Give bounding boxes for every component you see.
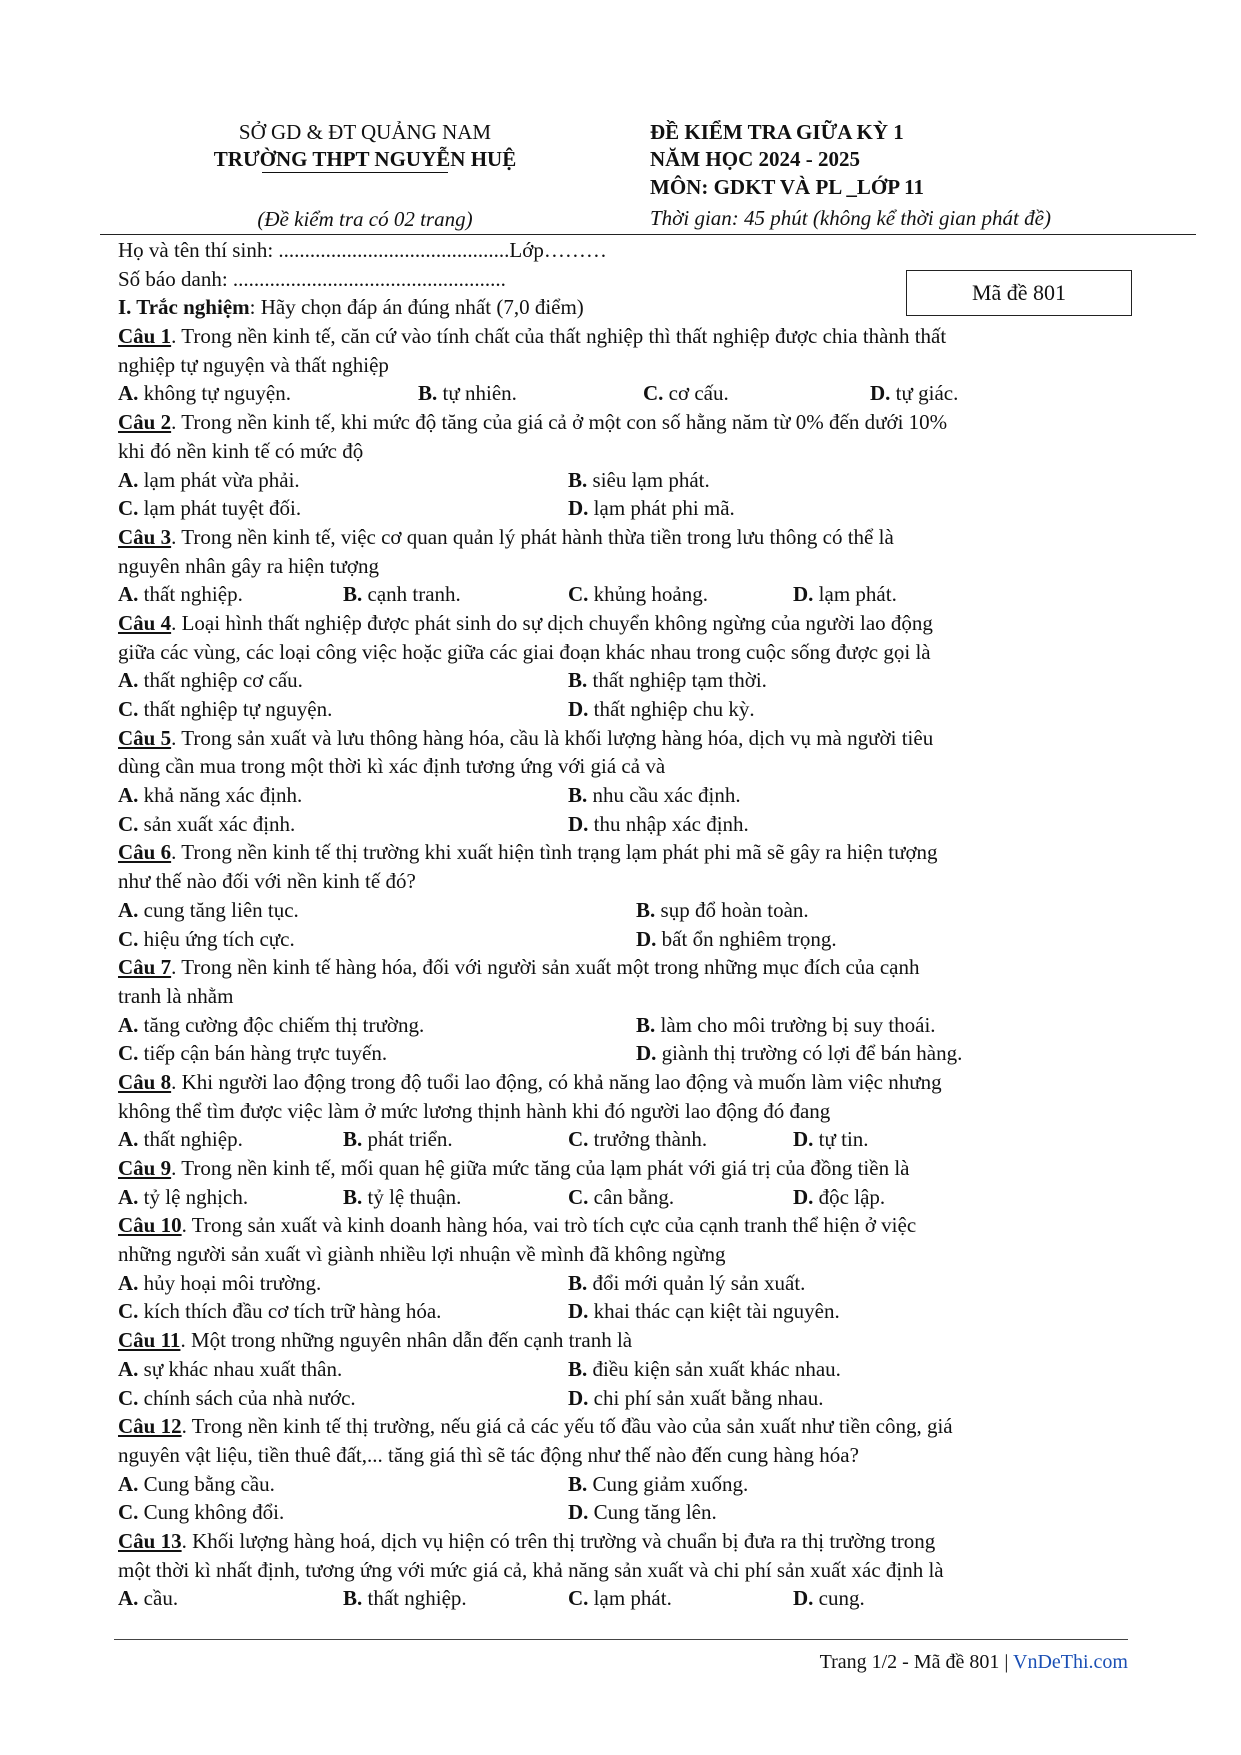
option-text: đổi mới quản lý sản xuất.	[587, 1270, 806, 1295]
option-letter: B.	[568, 1471, 588, 1496]
option-row	[118, 466, 1128, 495]
option-text: điều kiện sản xuất khác nhau.	[587, 1356, 841, 1381]
option-letter: B.	[418, 381, 438, 406]
question-text: những người sản xuất vì giành nhiều lợi nhuận về mình đã không ngừng	[118, 1242, 726, 1267]
answer-option	[118, 1183, 248, 1212]
question-line	[118, 638, 1128, 667]
option-letter: D.	[636, 1041, 657, 1066]
answer-option	[636, 1011, 936, 1040]
option-letter: B.	[343, 1127, 363, 1152]
header-divider	[100, 234, 1196, 235]
option-text: chính sách của nhà nước.	[138, 1385, 356, 1410]
option-row	[118, 666, 1128, 695]
question-line	[118, 982, 1128, 1011]
option-row	[118, 1125, 1128, 1154]
option-letter: A.	[118, 668, 139, 693]
option-letter: C.	[568, 1127, 589, 1152]
question-text: không thể tìm được việc làm ở mức lương thịnh hành khi đó người lao động đó đang	[118, 1098, 831, 1123]
option-text: tiếp cận bán hàng trực tuyến.	[138, 1041, 388, 1066]
option-letter: B.	[568, 668, 588, 693]
question-line	[118, 1240, 1128, 1269]
question-line	[118, 752, 1128, 781]
question-label: Câu 9	[118, 1156, 172, 1180]
answer-option	[870, 379, 958, 408]
question-label: Câu 1	[118, 324, 172, 349]
question-label: Câu 6	[118, 840, 172, 865]
option-letter: B.	[343, 582, 363, 607]
answer-option	[118, 1011, 424, 1040]
question-text: nghiệp tự nguyện và thất nghiệp	[118, 352, 389, 377]
question-line	[118, 552, 1128, 581]
option-row	[118, 1384, 1128, 1413]
question-line	[118, 1211, 1128, 1240]
option-letter: C.	[568, 582, 589, 607]
option-text: thất nghiệp cơ cấu.	[138, 668, 303, 693]
option-text: sụp đổ hoàn toàn.	[655, 897, 809, 922]
question-text: tranh là nhằm	[118, 983, 234, 1008]
option-letter: D.	[568, 1385, 589, 1410]
option-row	[118, 1297, 1128, 1326]
question-line	[118, 838, 1128, 867]
question-text: . Một trong những nguyên nhân dẫn đến cạnh tranh là	[180, 1328, 633, 1353]
option-letter: D.	[793, 1184, 814, 1209]
option-text: độc lập.	[813, 1184, 886, 1209]
option-letter: A.	[118, 1586, 139, 1611]
answer-option	[568, 666, 767, 695]
option-text: thất nghiệp.	[138, 582, 243, 607]
student-name-line: Họ và tên thí sinh: ............................................Lớp………	[118, 238, 607, 262]
option-text: khả năng xác định.	[138, 783, 303, 808]
option-letter: C.	[118, 1299, 139, 1324]
answer-option	[568, 695, 755, 724]
answer-option	[568, 810, 749, 839]
option-text: kích thích đầu cơ tích trữ hàng hóa.	[138, 1299, 442, 1324]
option-text: thất nghiệp tạm thời.	[587, 668, 767, 693]
option-text: thất nghiệp.	[362, 1586, 467, 1611]
option-letter: C.	[118, 926, 139, 951]
option-text: Cung tăng lên.	[588, 1500, 717, 1525]
option-letter: A.	[118, 381, 139, 406]
option-letter: C.	[118, 1500, 139, 1525]
answer-option	[568, 1498, 717, 1527]
question-label: Câu 12	[118, 1414, 182, 1439]
page-count-note: (Đề kiểm tra có 02 trang)	[257, 207, 473, 231]
answer-option	[568, 1355, 841, 1384]
option-text: thất nghiệp tự nguyện.	[138, 697, 333, 721]
question-line	[118, 523, 1128, 552]
page-footer	[820, 1651, 1128, 1674]
answer-option	[118, 1584, 178, 1613]
option-letter: C.	[568, 1184, 589, 1209]
footer-link[interactable]: VnDeThi.com	[1013, 1651, 1128, 1673]
question-label: Câu 5	[118, 725, 172, 750]
question-line	[118, 1412, 1128, 1441]
question-text: . Trong nền kinh tế hàng hóa, đối với người sản xuất một trong những mục đích của cạnh	[171, 955, 920, 980]
question-line	[118, 1527, 1128, 1556]
answer-option	[118, 379, 291, 408]
option-text: Cung bằng cầu.	[138, 1471, 275, 1496]
option-letter: D.	[870, 381, 891, 406]
answer-option	[636, 896, 809, 925]
option-row	[118, 896, 1128, 925]
option-text: bất ổn nghiêm trọng.	[656, 926, 837, 951]
option-row	[118, 695, 1128, 724]
answer-option	[568, 1269, 805, 1298]
option-text: cân bằng.	[588, 1184, 675, 1209]
option-letter: A.	[118, 1012, 139, 1037]
question-line	[118, 609, 1128, 638]
option-text: lạm phát tuyệt đối.	[138, 496, 302, 521]
answer-option	[568, 1384, 823, 1413]
option-text: lạm phát phi mã.	[588, 496, 735, 521]
option-text: cơ cấu.	[663, 381, 729, 406]
option-text: cung.	[813, 1586, 865, 1611]
option-text: tỷ lệ thuận.	[362, 1184, 462, 1209]
option-text: làm cho môi trường bị suy thoái.	[655, 1012, 936, 1037]
question-text: . Trong sản xuất và lưu thông hàng hóa, cầu là khối lượng hàng hóa, dịch vụ mà người tiêu	[171, 725, 934, 750]
option-row	[118, 379, 1128, 408]
option-row	[118, 1355, 1128, 1384]
answer-option	[118, 666, 303, 695]
option-letter: A.	[118, 582, 139, 607]
answer-option	[343, 580, 461, 609]
question-label: Câu 2	[118, 410, 172, 435]
option-text: lạm phát vừa phải.	[138, 467, 300, 492]
answer-option	[568, 1584, 672, 1613]
option-row	[118, 781, 1128, 810]
option-text: không tự nguyện.	[138, 381, 291, 406]
question-line	[118, 1097, 1128, 1126]
question-line	[118, 724, 1128, 753]
option-letter: A.	[118, 1270, 139, 1295]
option-text: trưởng thành.	[588, 1127, 708, 1152]
option-letter: D.	[568, 1500, 589, 1525]
answer-option	[118, 896, 299, 925]
question-text: giữa các vùng, các loại công việc hoặc giữa các giai đoạn khác nhau trong cuộc sống được gọi là	[118, 639, 931, 664]
option-letter: B.	[343, 1184, 363, 1209]
answer-option	[118, 1384, 356, 1413]
answer-option	[118, 1269, 321, 1298]
option-letter: C.	[643, 381, 664, 406]
option-text: tự giác.	[890, 381, 959, 406]
answer-option	[793, 1125, 869, 1154]
answer-option	[568, 494, 735, 523]
option-row	[118, 1470, 1128, 1499]
question-line	[118, 322, 1128, 351]
option-letter: D.	[568, 697, 589, 721]
answer-option	[343, 1183, 461, 1212]
option-letter: D.	[568, 496, 589, 521]
option-row	[118, 1269, 1128, 1298]
question-text: dùng cần mua trong một thời kì xác định tương ứng với giá cả và	[118, 754, 666, 779]
option-text: lạm phát.	[588, 1586, 672, 1611]
option-letter: C.	[568, 1586, 589, 1611]
question-text: khi đó nền kinh tế có mức độ	[118, 438, 364, 463]
option-letter: C.	[118, 697, 139, 721]
answer-option	[568, 580, 708, 609]
option-row	[118, 1584, 1128, 1613]
question-text: . Trong nền kinh tế, việc cơ quan quản lý phát hành thừa tiền trong lưu thông có thể là	[171, 524, 894, 549]
option-letter: D.	[793, 1586, 814, 1611]
answer-option	[118, 925, 295, 954]
question-line	[118, 351, 1128, 380]
question-line	[118, 437, 1128, 466]
option-row	[118, 1011, 1128, 1040]
question-text: . Trong nền kinh tế, khi mức độ tăng của giá cả ở một con số hằng năm từ 0% đến dưới 10%	[171, 410, 948, 435]
answer-option	[793, 1584, 865, 1613]
option-text: tăng cường độc chiếm thị trường.	[138, 1012, 425, 1037]
option-row	[118, 925, 1128, 954]
option-letter: A.	[118, 1127, 139, 1152]
option-text: Cung giảm xuống.	[587, 1471, 749, 1496]
question-text: . Trong nền kinh tế, căn cứ vào tính chất của thất nghiệp thì thất nghiệp được chia thành thất	[171, 324, 947, 349]
question-label: Câu 13	[118, 1528, 182, 1553]
answer-option	[568, 1470, 748, 1499]
answer-option	[118, 494, 301, 523]
option-row	[118, 1039, 1128, 1068]
option-text: khủng hoảng.	[588, 582, 708, 607]
option-text: cung tăng liên tục.	[138, 897, 299, 922]
department-name: SỞ GD & ĐT QUẢNG NAM	[238, 120, 492, 144]
answer-option	[568, 1183, 674, 1212]
option-text: thu nhập xác định.	[588, 811, 749, 836]
option-text: giành thị trường có lợi để bán hàng.	[656, 1041, 963, 1066]
option-letter: B.	[636, 897, 656, 922]
question-line	[118, 1441, 1128, 1470]
school-underline	[262, 172, 448, 173]
answer-option	[343, 1584, 467, 1613]
option-letter: B.	[343, 1586, 363, 1611]
answer-option	[118, 695, 332, 724]
question-text: . Trong nền kinh tế, mối quan hệ giữa mức tăng của lạm phát với giá trị của đồng tiền là	[171, 1156, 910, 1180]
question-text: . Trong nền kinh tế thị trường, nếu giá cả các yếu tố đầu vào của sản xuất như tiền công, giá	[181, 1414, 953, 1439]
question-text: nguyên nhân gây ra hiện tượng	[118, 553, 380, 578]
option-text: nhu cầu xác định.	[587, 783, 741, 808]
answer-option	[118, 810, 295, 839]
option-letter: A.	[118, 783, 139, 808]
option-text: chi phí sản xuất bằng nhau.	[588, 1385, 824, 1410]
answer-option	[568, 466, 710, 495]
exam-title: ĐỀ KIỂM TRA GIỮA KỲ 1	[650, 120, 904, 144]
option-text: tỷ lệ nghịch.	[138, 1184, 249, 1209]
answer-option	[118, 1297, 441, 1326]
option-text: thất nghiệp chu kỳ.	[588, 697, 755, 721]
option-row	[118, 494, 1128, 523]
option-text: Cung không đổi.	[138, 1500, 285, 1525]
option-letter: A.	[118, 467, 139, 492]
time-note: Thời gian: 45 phút (không kể thời gian phát đề)	[650, 206, 1051, 230]
subject-line: MÔN: GDKT VÀ PL _LỚP 11	[650, 175, 925, 199]
question-line	[118, 1556, 1128, 1585]
question-text: . Trong nền kinh tế thị trường khi xuất hiện tình trạng lạm phát phi mã sẽ gây ra hiện tượng	[171, 840, 938, 865]
option-row	[118, 810, 1128, 839]
section-instruction: : Hãy chọn đáp án đúng nhất (7,0 điểm)	[249, 295, 584, 320]
footer-divider	[114, 1639, 1128, 1640]
option-letter: C.	[118, 811, 139, 836]
answer-option	[793, 580, 897, 609]
option-letter: C.	[118, 1041, 139, 1066]
school-year: NĂM HỌC 2024 - 2025	[650, 147, 860, 171]
footer-text: Trang 1/2 - Mã đề 801 |	[819, 1651, 1014, 1673]
answer-option	[418, 379, 517, 408]
exam-body	[118, 236, 1128, 1613]
option-letter: D.	[793, 582, 814, 607]
option-row	[118, 1498, 1128, 1527]
question-label: Câu 8	[118, 1069, 172, 1094]
option-text: siêu lạm phát.	[587, 467, 710, 492]
answer-option	[343, 1125, 453, 1154]
question-text: . Khi người lao động trong độ tuổi lao động, có khả năng lao động và muốn làm việc nhưng	[171, 1069, 942, 1094]
option-text: cầu.	[138, 1586, 179, 1611]
answer-option	[118, 1470, 275, 1499]
answer-option	[118, 580, 243, 609]
question-line	[118, 1326, 1128, 1355]
question-text: nguyên vật liệu, tiền thuê đất,... tăng giá thì sẽ tác động như thế nào đến cung hàng hóa?	[118, 1442, 859, 1467]
answer-option	[118, 781, 302, 810]
option-letter: D.	[636, 926, 657, 951]
answer-option	[636, 1039, 962, 1068]
student-id-line: Số báo danh: ....................................................	[118, 266, 506, 291]
option-letter: B.	[636, 1012, 656, 1037]
option-letter: A.	[118, 1356, 139, 1381]
question-line	[118, 867, 1128, 896]
option-text: sự khác nhau xuất thân.	[138, 1356, 343, 1381]
question-label: Câu 3	[118, 524, 172, 549]
section-title: I. Trắc nghiệm	[118, 295, 250, 320]
option-letter: C.	[118, 1385, 139, 1410]
option-text: cạnh tranh.	[362, 582, 461, 607]
option-letter: D.	[568, 1299, 589, 1324]
school-name: TRƯỜNG THPT NGUYỄN HUỆ	[213, 147, 517, 171]
question-text: một thời kì nhất định, tương ứng với mức giá cả, khả năng sản xuất và chi phí sản xuất xác định là	[118, 1557, 944, 1582]
option-row	[118, 1183, 1128, 1212]
question-line	[118, 953, 1128, 982]
answer-option	[568, 1297, 840, 1326]
option-letter: B.	[568, 1270, 588, 1295]
answer-option	[118, 1498, 284, 1527]
answer-option	[118, 1125, 243, 1154]
option-letter: B.	[568, 467, 588, 492]
answer-option	[118, 466, 300, 495]
option-text: phát triển.	[362, 1127, 453, 1152]
question-line	[118, 1068, 1128, 1097]
question-text: . Trong sản xuất và kinh doanh hàng hóa, vai trò tích cực của cạnh tranh thể hiện ở việc	[181, 1213, 917, 1238]
answer-option	[118, 1039, 387, 1068]
option-letter: B.	[568, 1356, 588, 1381]
question-text: . Khối lượng hàng hoá, dịch vụ hiện có trên thị trường và chuẩn bị đưa ra thị trường trong	[181, 1528, 936, 1553]
question-label: Câu 10	[118, 1213, 182, 1238]
option-text: hiệu ứng tích cực.	[138, 926, 295, 951]
option-text: thất nghiệp.	[138, 1127, 243, 1152]
option-text: lạm phát.	[813, 582, 897, 607]
option-letter: D.	[793, 1127, 814, 1152]
answer-option	[568, 1125, 707, 1154]
option-row	[118, 580, 1128, 609]
section-heading	[118, 293, 1128, 322]
option-text: tự nhiên.	[437, 381, 517, 406]
question-list	[118, 322, 1128, 1613]
question-text: . Loại hình thất nghiệp được phát sinh do sự dịch chuyển không ngừng của người lao động	[171, 610, 933, 635]
option-letter: B.	[568, 783, 588, 808]
question-label: Câu 11	[118, 1328, 181, 1353]
option-text: tự tin.	[813, 1127, 869, 1152]
answer-option	[118, 1355, 342, 1384]
answer-option	[568, 781, 741, 810]
option-text: khai thác cạn kiệt tài nguyên.	[588, 1299, 840, 1324]
question-label: Câu 7	[118, 955, 172, 980]
question-line	[118, 408, 1128, 437]
question-line	[118, 1154, 1128, 1183]
option-letter: D.	[568, 811, 589, 836]
option-text: hủy hoại môi trường.	[138, 1270, 322, 1295]
option-letter: C.	[118, 496, 139, 521]
option-text: sản xuất xác định.	[138, 811, 296, 836]
question-label: Câu 4	[118, 610, 172, 635]
exam-code-box: Mã đề 801	[906, 270, 1132, 316]
question-text: như thế nào đối với nền kinh tế đó?	[118, 869, 416, 894]
option-letter: A.	[118, 1471, 139, 1496]
answer-option	[636, 925, 837, 954]
answer-option	[643, 379, 729, 408]
option-letter: A.	[118, 897, 139, 922]
answer-option	[793, 1183, 885, 1212]
option-letter: A.	[118, 1184, 139, 1209]
